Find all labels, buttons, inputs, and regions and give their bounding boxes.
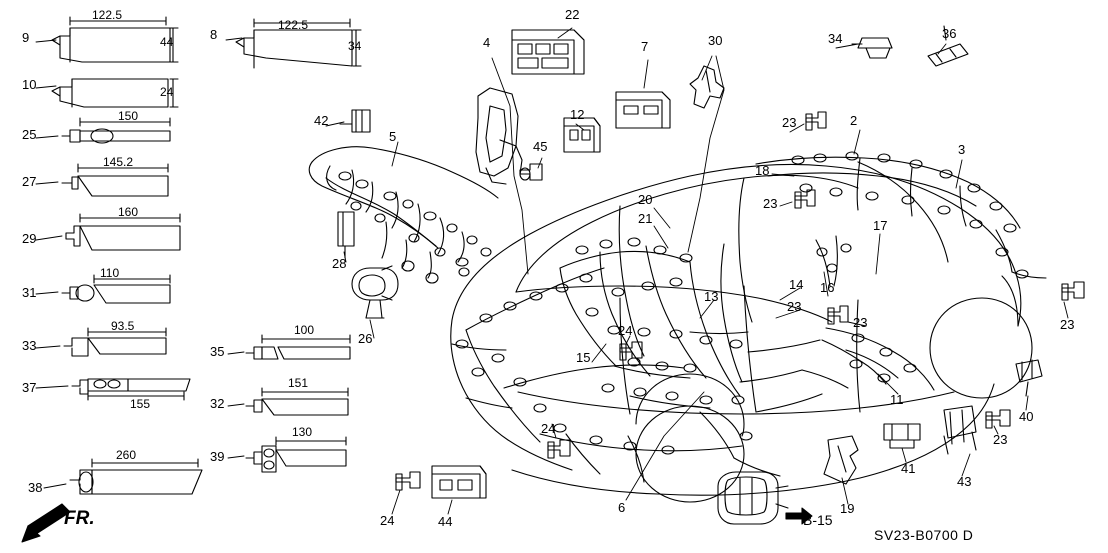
callout-19: 19 bbox=[840, 501, 855, 516]
dimension-34: 34 bbox=[348, 39, 362, 53]
callout-12: 12 bbox=[570, 107, 585, 122]
dimension-145-2: 145.2 bbox=[103, 155, 134, 169]
callout-5: 5 bbox=[389, 129, 397, 144]
callout-17: 17 bbox=[873, 218, 888, 233]
dimension-260: 260 bbox=[116, 448, 137, 462]
callout-28: 28 bbox=[332, 256, 347, 271]
callout-23-d: 23 bbox=[853, 315, 868, 330]
callout-8: 8 bbox=[210, 27, 218, 42]
dimension-130: 130 bbox=[292, 425, 313, 439]
callout-26: 26 bbox=[358, 331, 373, 346]
callout-23-f: 23 bbox=[993, 432, 1008, 447]
section-reference-label: B-15 bbox=[803, 512, 833, 528]
callout-22: 22 bbox=[565, 7, 580, 22]
callout-43: 43 bbox=[957, 474, 972, 489]
callout-35: 35 bbox=[210, 344, 225, 359]
callout-11: 11 bbox=[890, 392, 904, 407]
callout-34: 34 bbox=[828, 31, 843, 46]
callout-23-a: 23 bbox=[782, 115, 797, 130]
front-direction-label: FR. bbox=[64, 508, 95, 529]
callout-23-b: 23 bbox=[763, 196, 778, 211]
callout-9: 9 bbox=[22, 30, 30, 45]
callout-7: 7 bbox=[641, 39, 649, 54]
callout-23-c: 23 bbox=[787, 299, 802, 314]
dimension-151: 151 bbox=[288, 376, 309, 390]
callout-45: 45 bbox=[533, 139, 548, 154]
callout-3: 3 bbox=[958, 142, 966, 157]
callout-25: 25 bbox=[22, 127, 37, 142]
callout-15: 15 bbox=[576, 350, 591, 365]
callout-4: 4 bbox=[483, 35, 491, 50]
callout-27: 27 bbox=[22, 174, 37, 189]
callout-41: 41 bbox=[901, 461, 916, 476]
callout-30: 30 bbox=[708, 33, 723, 48]
dimension-100: 100 bbox=[294, 323, 315, 337]
callout-33: 33 bbox=[22, 338, 37, 353]
dimension-122-5-a: 122.5 bbox=[92, 8, 123, 22]
callout-31: 31 bbox=[22, 285, 37, 300]
callout-14: 14 bbox=[789, 277, 804, 292]
callout-18: 18 bbox=[755, 163, 770, 178]
drawing-code: SV23-B0700 D bbox=[874, 527, 974, 543]
dimension-150: 150 bbox=[118, 109, 139, 123]
callout-16: 16 bbox=[820, 280, 835, 295]
callout-36: 36 bbox=[942, 26, 957, 41]
dimension-24: 24 bbox=[160, 85, 174, 99]
dimension-160: 160 bbox=[118, 205, 139, 219]
callout-2: 2 bbox=[850, 113, 858, 128]
callout-6: 6 bbox=[618, 500, 626, 515]
callout-20: 20 bbox=[638, 192, 653, 207]
callout-42: 42 bbox=[314, 113, 329, 128]
dimension-93-5: 93.5 bbox=[111, 319, 135, 333]
callout-24-c: 24 bbox=[380, 513, 395, 528]
dimension-155: 155 bbox=[130, 397, 151, 411]
callout-23-e: 23 bbox=[1060, 317, 1075, 332]
callout-40: 40 bbox=[1019, 409, 1034, 424]
callout-21: 21 bbox=[638, 211, 653, 226]
callout-44: 44 bbox=[438, 514, 453, 529]
dimension-110: 110 bbox=[100, 266, 120, 280]
callout-13: 13 bbox=[704, 289, 719, 304]
callout-38: 38 bbox=[28, 480, 43, 495]
callout-37: 37 bbox=[22, 380, 37, 395]
callout-32: 32 bbox=[210, 396, 225, 411]
callout-29: 29 bbox=[22, 231, 37, 246]
callout-10: 10 bbox=[22, 77, 37, 92]
dimension-44: 44 bbox=[160, 35, 174, 49]
callout-39: 39 bbox=[210, 449, 225, 464]
callout-24-a: 24 bbox=[618, 323, 633, 338]
dimension-122-5-b: 122.5 bbox=[278, 18, 309, 32]
callout-24-b: 24 bbox=[541, 421, 556, 436]
